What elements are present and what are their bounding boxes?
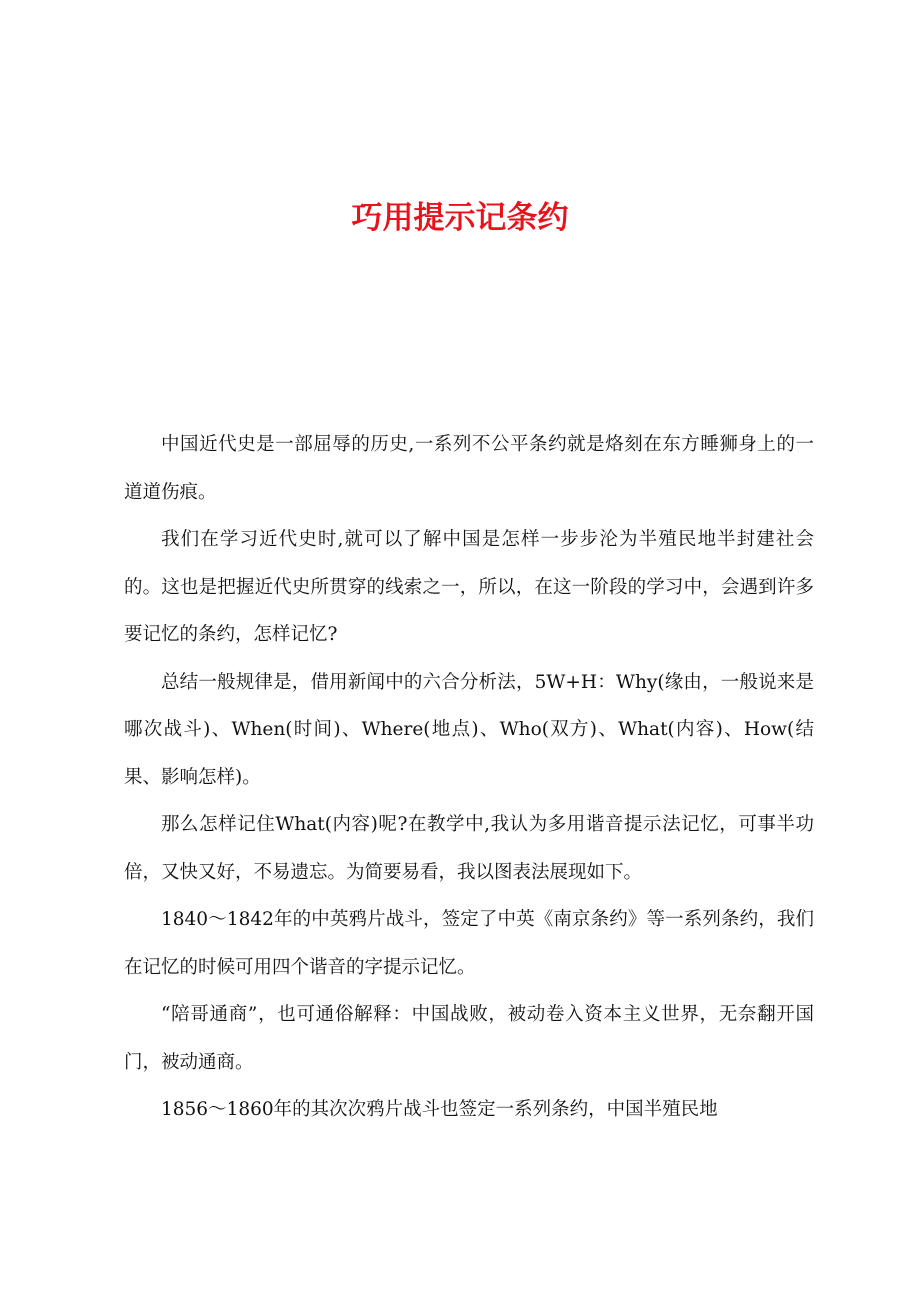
paragraph: 我们在学习近代史时,就可以了解中国是怎样一步步沦为半殖民地半封建社会的。这也是把握近代史所贯穿的线索之一，所以，在这一阶段的学习中，会遇到许多要记忆的条约，怎样记忆? [124, 529, 814, 645]
paragraph: 1856～1860年的其次次鸦片战斗也签定一系列条约，中国半殖民地 [161, 1099, 718, 1120]
paragraph: 总结一般规律是，借用新闻中的六合分析法，5W+H：Why(缘由，一般说来是哪次战斗)、When(时间)、Where(地点)、Who(双方)、What(内容)、How(结果、影响怎样)。 [124, 671, 814, 788]
paragraph: 1840～1842年的中英鸦片战斗，签定了中英《南京条约》等一系列条约，我们在记忆的时候可用四个谐音的字提示记忆。 [124, 909, 814, 978]
document-body [124, 421, 814, 1134]
paragraph: “陪哥通商”，也可通俗解释：中国战败，被动卷入资本主义世界，无奈翻开国门，被动通商。 [124, 1004, 814, 1073]
paragraph: 中国近代史是一部屈辱的历史,一系列不公平条约就是烙刻在东方睡狮身上的一道道伤痕。 [124, 434, 814, 503]
paragraph: 那么怎样记住What(内容)呢?在教学中,我认为多用谐音提示法记忆，可事半功倍，又快又好，不易遗忘。为简要易看，我以图表法展现如下。 [124, 814, 814, 883]
document-title: 巧用提示记条约 [351, 200, 569, 236]
